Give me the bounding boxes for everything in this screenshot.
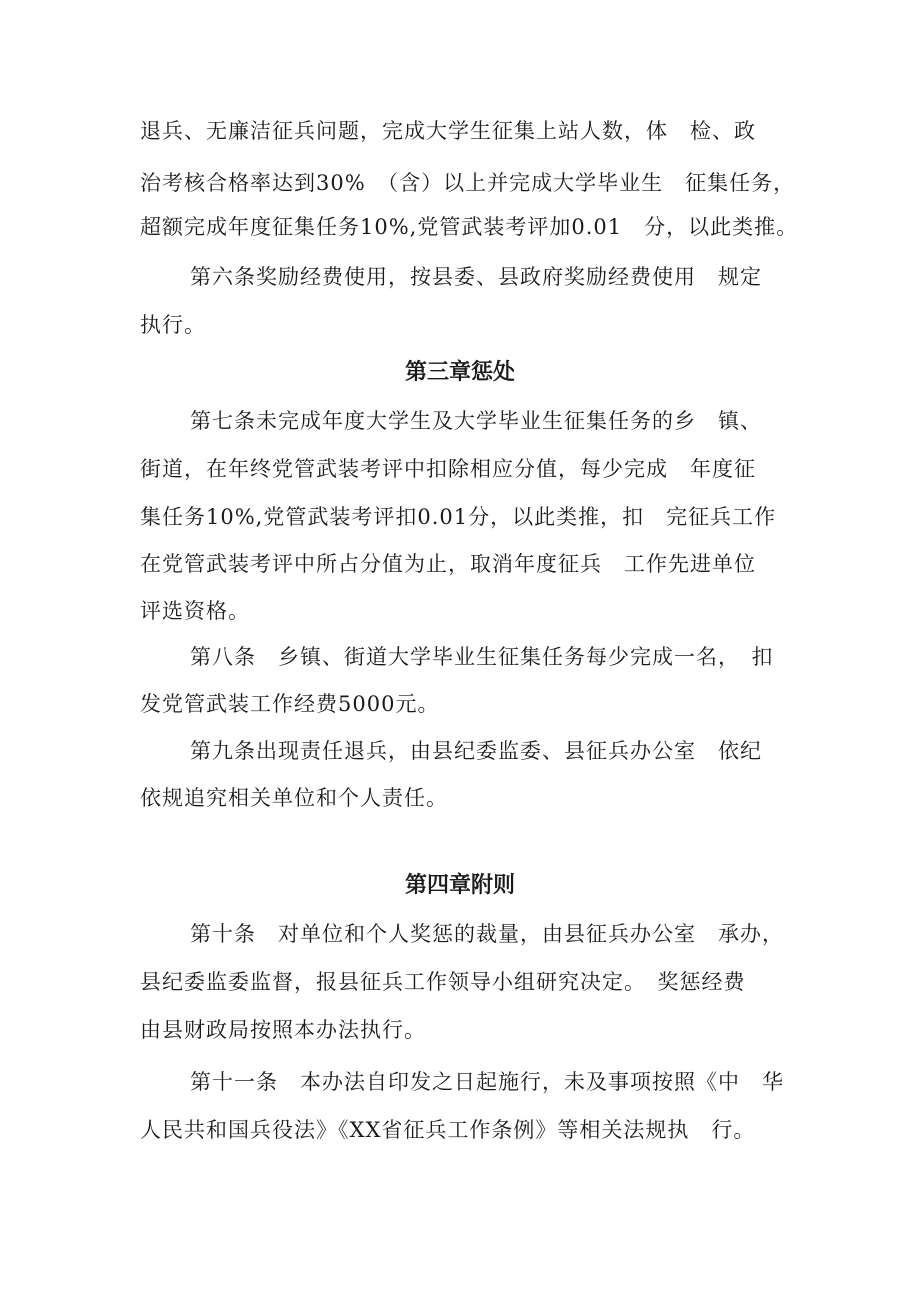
chapter-3-title: 第三章惩处 [404, 360, 515, 385]
paragraph-line: 治考核合格率达到30% （含）以上并完成大学毕业生 征集任务， [140, 171, 796, 195]
article-7-line: 第七条未完成年度大学生及大学毕业生征集任务的乡 镇、 [190, 409, 762, 433]
paragraph-line: 退兵、无廉洁征兵问题，完成大学生征集上站人数，体 检、政 [140, 119, 756, 143]
article-8-line: 发党管武装工作经费5000元。 [140, 692, 440, 716]
article-7-line: 街道，在年终党管武装考评中扣除相应分值，每少完成 年度征 [140, 457, 756, 481]
article-6-line: 执行。 [140, 313, 206, 337]
article-7-line: 集任务10%,党管武装考评扣0.01分，以此类推，扣 完征兵工作 [140, 505, 777, 529]
chapter-4-title: 第四章附则 [404, 873, 515, 898]
article-11-line: 人民共和国兵役法》《XX省征兵工作条例》等相关法规执 行。 [140, 1118, 756, 1142]
paragraph-line: 超额完成年度征集任务10%,党管武装考评加0.01 分，以此类推。 [140, 215, 799, 239]
article-10-line: 第十条 对单位和个人奖惩的裁量，由县征兵办公室 承办， [190, 922, 784, 946]
article-7-line: 在党管武装考评中所占分值为止，取消年度征兵 工作先进单位 [140, 552, 756, 576]
article-10-line: 县纪委监委监督，报县征兵工作领导小组研究决定。 奖惩经费 [140, 970, 746, 994]
article-7-line: 评选资格。 [140, 599, 250, 623]
article-9-line: 依规追究相关单位和个人责任。 [140, 786, 448, 810]
article-11-line: 第十一条 本办法自印发之日起施行，未及事项按照《中 华 [190, 1070, 784, 1094]
article-6-line: 第六条奖励经费使用，按县委、县政府奖励经费使用 规定 [190, 265, 762, 289]
article-10-line: 由县财政局按照本办法执行。 [140, 1018, 426, 1042]
article-8-line: 第八条 乡镇、街道大学毕业生征集任务每少完成一名， 扣 [190, 645, 774, 669]
article-9-line: 第九条出现责任退兵，由县纪委监委、县征兵办公室 依纪 [190, 739, 762, 763]
